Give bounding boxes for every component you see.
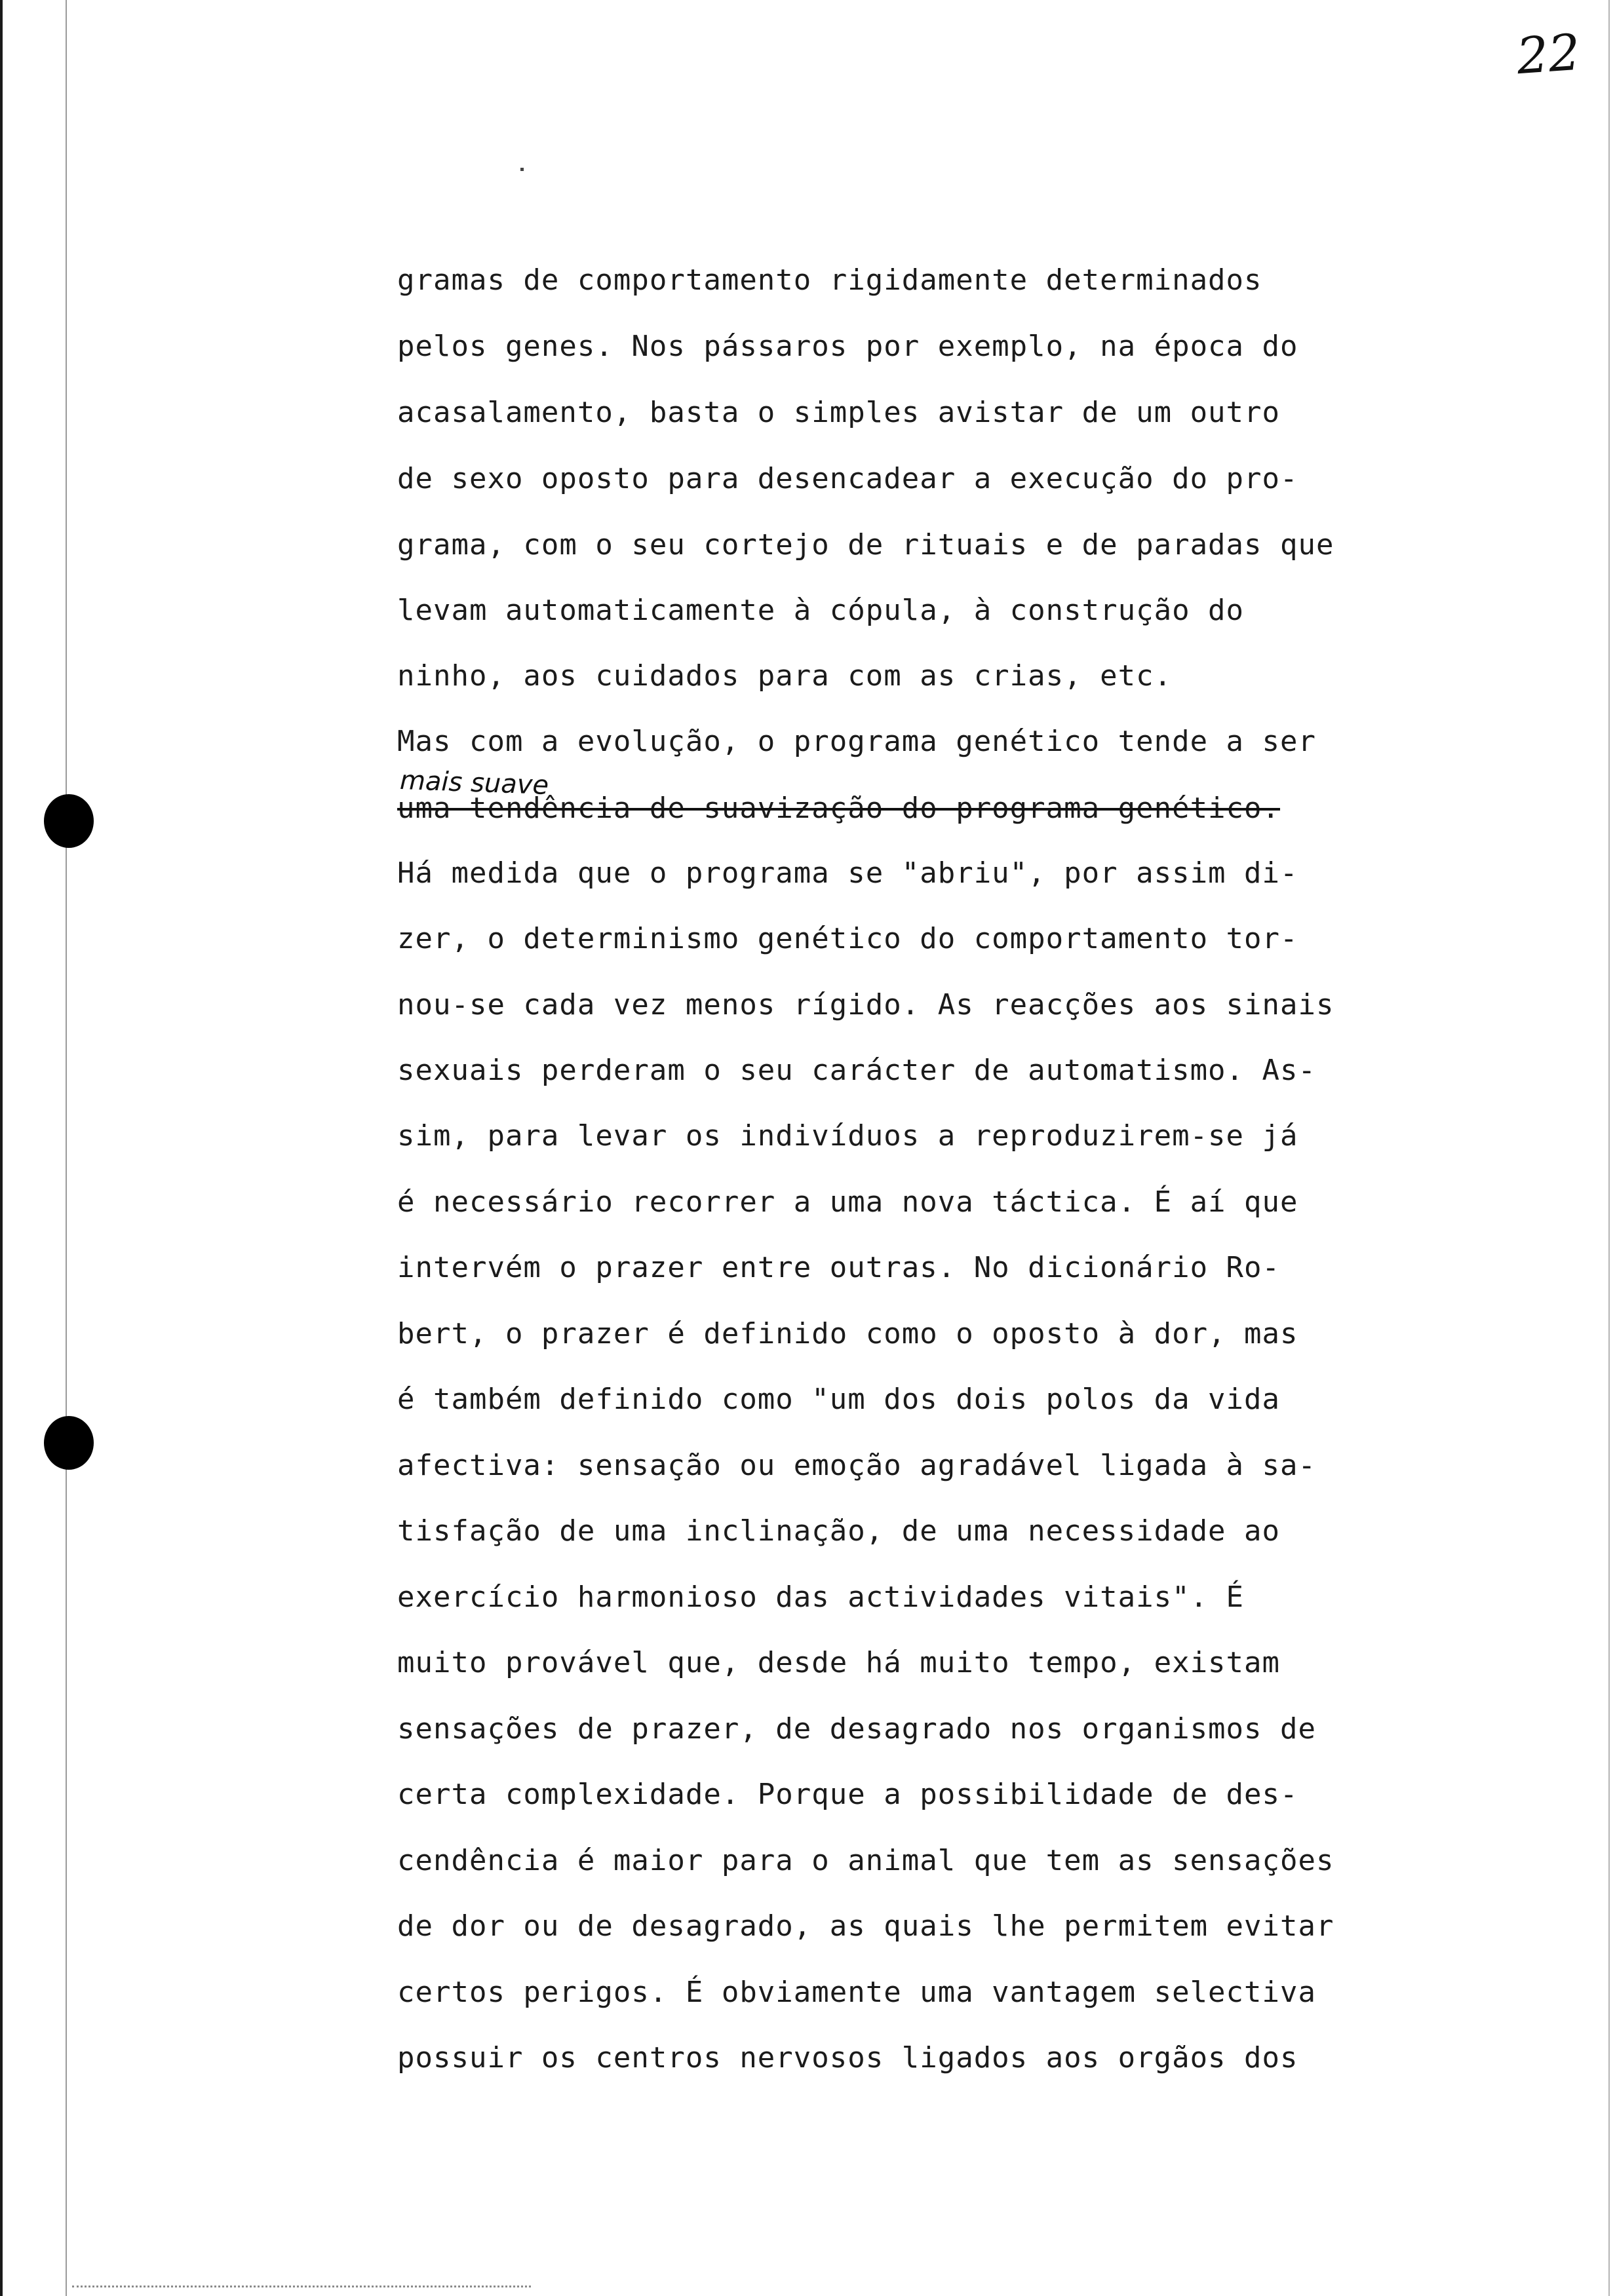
punch-hole-top (44, 794, 94, 848)
punch-hole-bottom (44, 1416, 94, 1470)
text-line: de dor ou de desagrado, as quais lhe permitem evitar (397, 1909, 1334, 1943)
text-line: possuir os centros nervosos ligados aos orgãos dos (397, 2041, 1298, 2075)
text-line: levam automaticamente à cópula, à construção do (397, 594, 1245, 627)
text-line: exercício harmonioso das actividades vitais". É (397, 1580, 1245, 1614)
text-line: ninho, aos cuidados para com as crias, etc. (397, 659, 1173, 693)
text-line: Há medida que o programa se "abriu", por assim di- (397, 856, 1298, 890)
text-line: Mas com a evolução, o programa genético tende a ser (397, 725, 1317, 758)
binding-margin-line (66, 0, 67, 2296)
page-number: 22 (1515, 22, 1582, 86)
text-line: cendência é maior para o animal que tem as sensações (397, 1844, 1334, 1877)
text-line: gramas de comportamento rigidamente determinados (397, 263, 1262, 297)
scan-bottom-noise (72, 2286, 531, 2290)
text-line: muito provável que, desde há muito tempo, existam (397, 1646, 1281, 1679)
stray-mark (520, 168, 524, 171)
text-line: bert, o prazer é definido como o oposto à dor, mas (397, 1317, 1298, 1350)
text-line: nou-se cada vez menos rígido. As reacções aos sinais (397, 988, 1334, 1022)
text-line: intervém o prazer entre outras. No dicionário Ro- (397, 1251, 1281, 1284)
text-line: zer, o determinismo genético do comportamento tor- (397, 922, 1298, 955)
handwritten-insertion: mais suave (399, 765, 549, 801)
text-line: grama, com o seu cortejo de rituais e de paradas que (397, 528, 1334, 562)
text-line: de sexo oposto para desencadear a execução do pro- (397, 462, 1298, 495)
text-line: sensações de prazer, de desagrado nos organismos de (397, 1712, 1317, 1746)
text-line: certos perigos. É obviamente uma vantagem selectiva (397, 1976, 1317, 2009)
text-line: tisfação de uma inclinação, de uma necessidade ao (397, 1514, 1281, 1548)
text-line: acasalamento, basta o simples avistar de um outro (397, 396, 1281, 429)
text-line: pelos genes. Nos pássaros por exemplo, na época do (397, 330, 1298, 363)
text-line: certa complexidade. Porque a possibilidade de des- (397, 1778, 1298, 1811)
text-line: é também definido como "um dos dois polos da vida (397, 1383, 1281, 1416)
text-line: afectiva: sensação ou emoção agradável ligada à sa- (397, 1449, 1317, 1482)
struck-through-line: uma tendência de suavização do programa genético. (397, 792, 1281, 825)
text-line: sexuais perderam o seu carácter de automatismo. As- (397, 1054, 1317, 1087)
scan-left-edge (0, 0, 3, 2296)
scan-right-edge (1608, 0, 1610, 2296)
text-line: é necessário recorrer a uma nova táctica. É aí que (397, 1185, 1298, 1219)
text-line: sim, para levar os indivíduos a reproduzirem-se já (397, 1119, 1298, 1153)
